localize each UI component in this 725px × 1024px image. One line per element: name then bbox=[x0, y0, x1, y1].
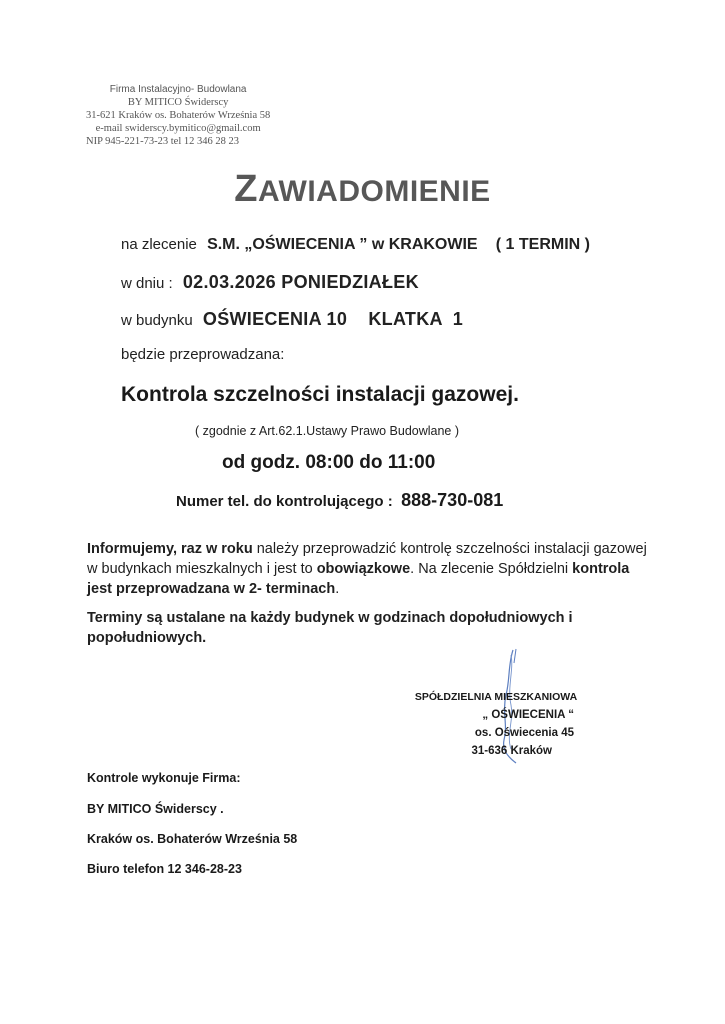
stamp-line2: „ OŚWIECENIA “ bbox=[482, 709, 574, 721]
phone-line bbox=[176, 490, 503, 511]
building-line bbox=[121, 309, 463, 330]
info-text-1: należy przeprowadzić kontrolę szczelności instalacji gazowej w budynkach mieszkalnych i jest to bbox=[87, 541, 647, 577]
page-title bbox=[0, 168, 725, 211]
company-header-line2: BY MITICO Świderscy bbox=[127, 97, 229, 108]
inspection-title: Kontrola szczelności instalacji gazowej. bbox=[121, 383, 519, 406]
info-text-2: . Na zlecenie Spółdzielni bbox=[410, 561, 573, 577]
title-rest: AWIADOMIENIE bbox=[258, 175, 491, 208]
date-line bbox=[121, 272, 419, 293]
company-header bbox=[86, 83, 270, 148]
legal-note: ( zgodnie z Art.62.1.Ustawy Prawo Budowlane ) bbox=[195, 424, 460, 438]
will-be-text: będzie przeprowadzana: bbox=[121, 346, 285, 363]
footer-line3: Kraków os. Bohaterów Września 58 bbox=[87, 832, 298, 846]
phone-number: 888-730-081 bbox=[401, 490, 504, 510]
company-header-line3: 31-621 Kraków os. Bohaterów Września 58 bbox=[86, 110, 271, 121]
info-text-3: . bbox=[335, 581, 340, 597]
order-line bbox=[121, 236, 590, 254]
cooperative-stamp bbox=[410, 688, 582, 760]
phone-label: Numer tel. do kontrolującego : bbox=[176, 493, 393, 510]
order-client: S.M. „OŚWIECENIA ” w KRAKOWIE bbox=[207, 236, 478, 253]
stamp-line3: os. Oświecenia 45 bbox=[474, 727, 574, 739]
footer-line1: Kontrole wykonuje Firma: bbox=[87, 771, 241, 785]
stamp-line4: 31-636 Kraków bbox=[471, 745, 552, 757]
building-value: OŚWIECENIA 10 KLATKA 1 bbox=[202, 309, 464, 329]
order-label: na zlecenie bbox=[121, 236, 197, 253]
info-bold-2: obowiązkowe bbox=[316, 561, 411, 577]
company-header-line4: e-mail swiderscy.bymitico@gmail.com bbox=[95, 123, 261, 134]
info-bold-1: Informujemy, raz w roku bbox=[87, 541, 253, 557]
footer-line2: BY MITICO Świderscy . bbox=[87, 802, 224, 816]
order-term: ( 1 TERMIN ) bbox=[495, 236, 590, 253]
footer-line4: Biuro telefon 12 346-28-23 bbox=[87, 862, 242, 876]
stamp-line1: SPÓŁDZIELNIA MIESZKANIOWA bbox=[414, 691, 578, 703]
date-value: 02.03.2026 PONIEDZIAŁEK bbox=[182, 272, 419, 292]
company-header-line5: NIP 945-221-73-23 tel 12 346 28 23 bbox=[86, 136, 240, 147]
title-first-letter: Z bbox=[234, 168, 259, 210]
building-label: w budynku bbox=[121, 312, 193, 329]
info-paragraph bbox=[87, 539, 647, 599]
terms-paragraph: Terminy są ustalane na każdy budynek w godzinach dopołudniowych i popołudniowych. bbox=[87, 610, 573, 646]
info-bold-3: kontrola jest przeprowadzana w 2- terminach bbox=[87, 561, 630, 597]
hours: od godz. 08:00 do 11:00 bbox=[222, 452, 436, 473]
company-header-line1: Firma Instalacyjno- Budowlana bbox=[109, 84, 247, 95]
date-label: w dniu : bbox=[121, 275, 173, 292]
